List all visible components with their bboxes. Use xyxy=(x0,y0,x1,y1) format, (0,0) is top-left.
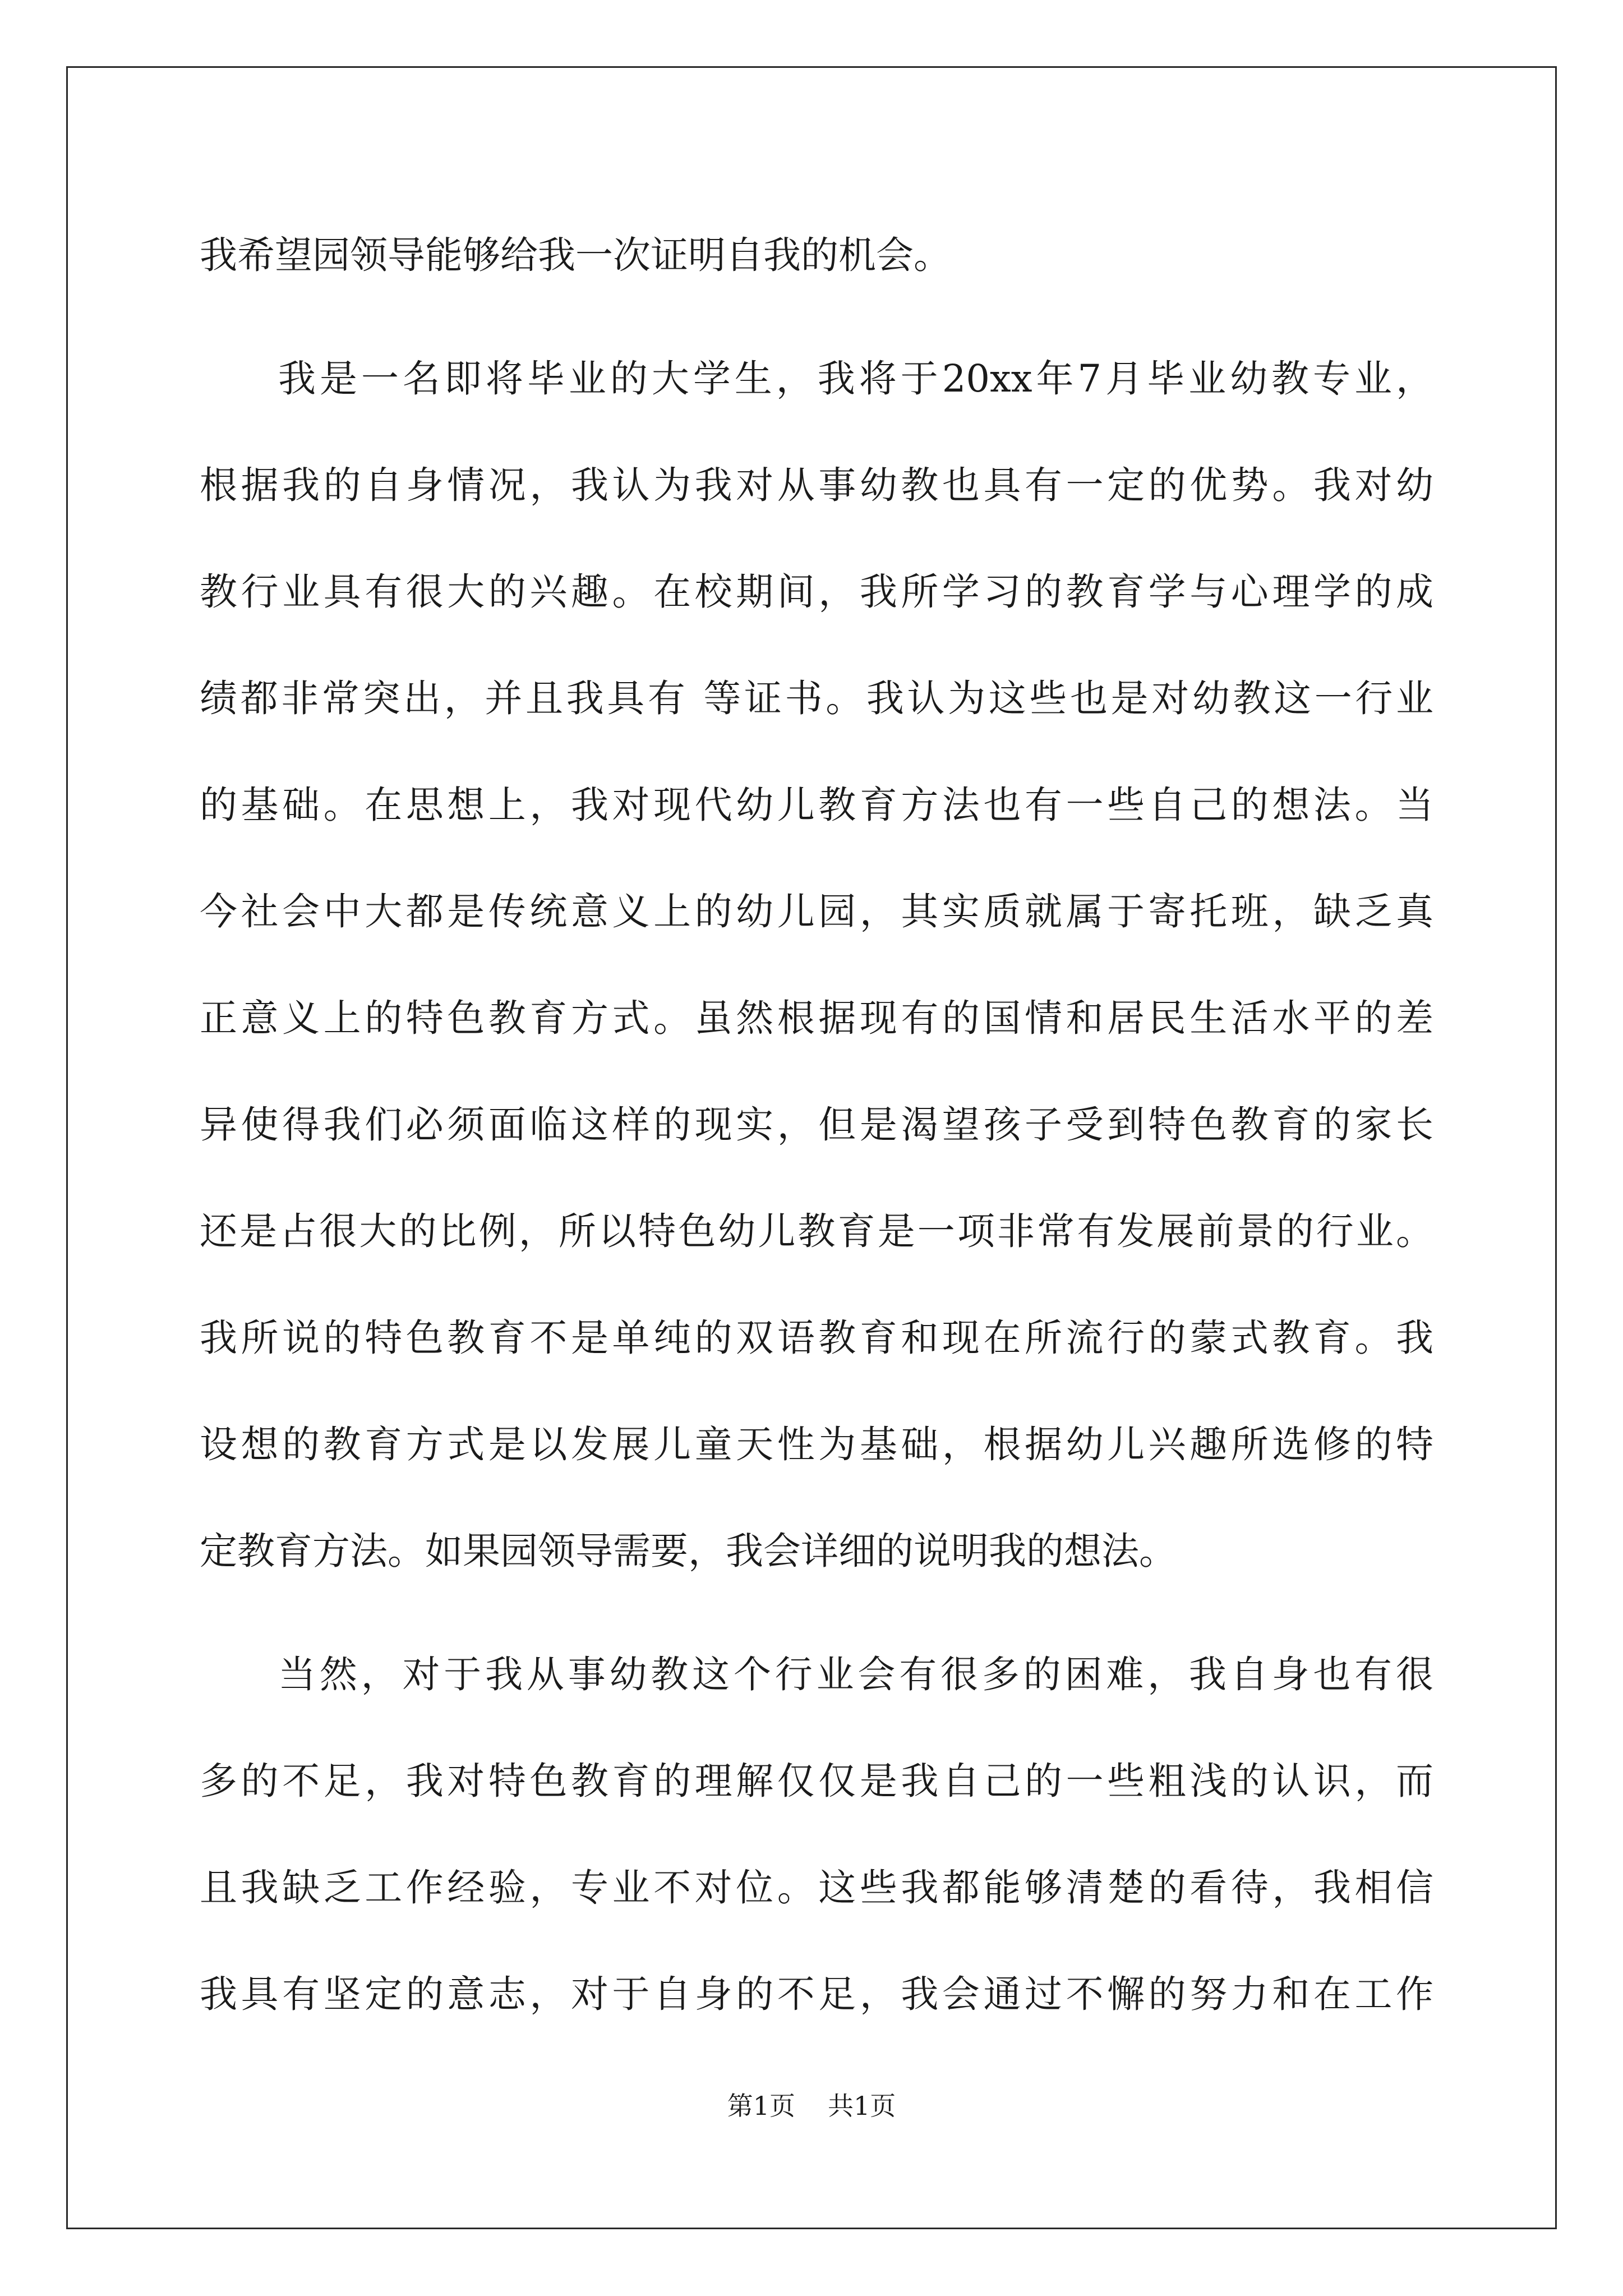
text-line: 根据我的自身情况，我认为我对从事幼教也具有一定的优势。我对幼 xyxy=(200,463,1433,507)
text-line: 绩都非常突出，并且我具有 等证书。我认为这些也是对幼教这一行业 xyxy=(200,677,1433,720)
text-line: 今社会中大都是传统意义上的幼儿园，其实质就属于寄托班，缺乏真 xyxy=(200,890,1433,933)
text-line: 当然，对于我从事幼教这个行业会有很多的困难，我自身也有很 xyxy=(278,1653,1433,1696)
text-line: 的基础。在思想上，我对现代幼儿教育方法也有一些自己的想法。当 xyxy=(200,783,1433,827)
page-footer xyxy=(0,2086,1623,2123)
text-line: 我所说的特色教育不是单纯的双语教育和现在所流行的蒙式教育。我 xyxy=(200,1316,1433,1360)
text-line: 定教育方法。如果园领导需要，我会详细的说明我的想法。 xyxy=(200,1529,1177,1573)
text-line: 我希望园领导能够给我一次证明自我的机会。 xyxy=(200,233,951,277)
total-pages: 共1页 xyxy=(828,2091,896,2121)
text-line: 正意义上的特色教育方式。虽然根据现有的国情和居民生活水平的差 xyxy=(200,996,1433,1040)
text-line: 且我缺乏工作经验，专业不对位。这些我都能够清楚的看待，我相信 xyxy=(200,1866,1433,1910)
text-line: 多的不足，我对特色教育的理解仅仅是我自己的一些粗浅的认识，而 xyxy=(200,1759,1433,1803)
text-line: 我具有坚定的意志，对于自身的不足，我会通过不懈的努力和在工作 xyxy=(200,1972,1433,2016)
text-line: 异使得我们必须面临这样的现实，但是渴望孩子受到特色教育的家长 xyxy=(200,1103,1433,1147)
document-body xyxy=(200,202,1433,2047)
text-line: 我是一名即将毕业的大学生，我将于20xx年7月毕业幼教专业， xyxy=(278,357,1433,401)
text-line: 教行业具有很大的兴趣。在校期间，我所学习的教育学与心理学的成 xyxy=(200,570,1433,614)
text-line: 还是占很大的比例，所以特色幼儿教育是一项非常有发展前景的行业。 xyxy=(200,1209,1433,1253)
page-number: 第1页 xyxy=(727,2091,795,2121)
text-line: 设想的教育方式是以发展儿童天性为基础，根据幼儿兴趣所选修的特 xyxy=(200,1423,1433,1466)
